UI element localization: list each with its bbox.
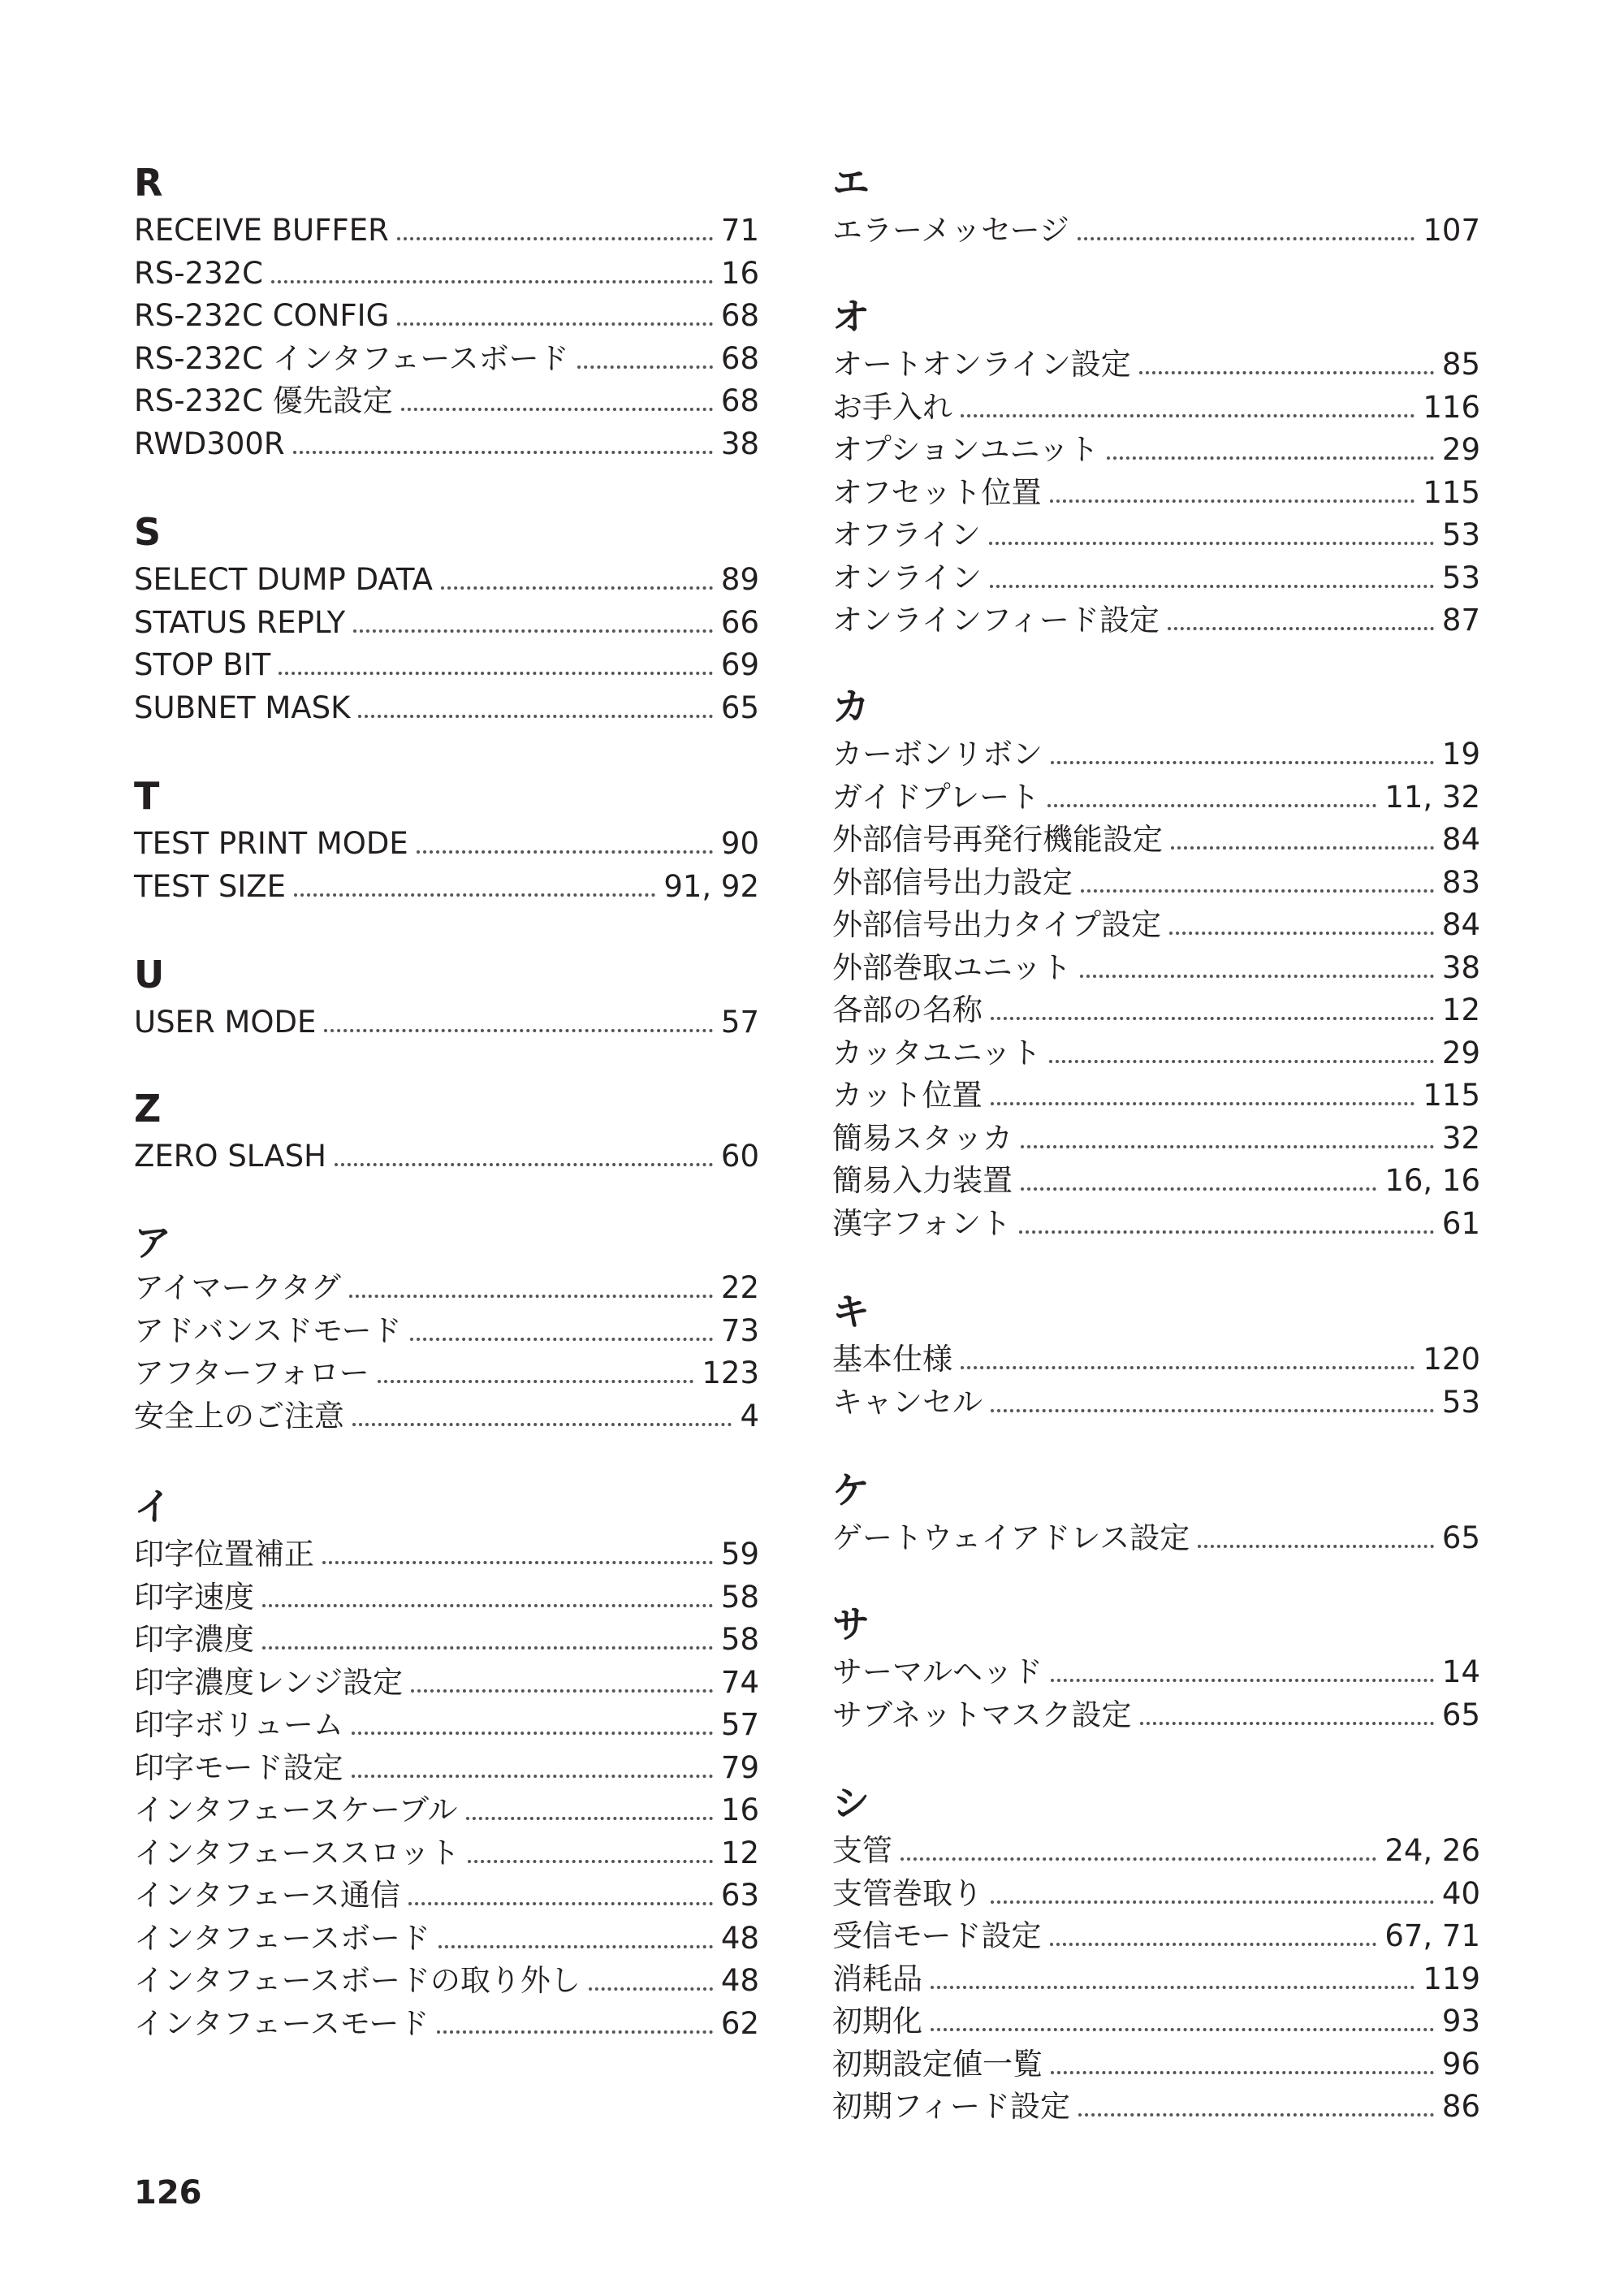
index-term: RS-232C インタフェースボード	[134, 340, 569, 376]
index-page-ref: 62	[720, 2005, 759, 2041]
index-entry	[832, 904, 1480, 946]
index-entry	[134, 1960, 759, 2002]
index-page-ref: 67, 71	[1384, 1918, 1480, 1953]
dot-leader	[931, 2028, 1434, 2031]
index-term: アドバンスドモード	[134, 1312, 402, 1348]
index-page-ref: 84	[1441, 822, 1480, 857]
index-page-ref: 16	[720, 1792, 759, 1827]
dot-leader	[279, 672, 713, 675]
index-page-ref: 14	[1441, 1654, 1480, 1689]
index-page-ref: 58	[720, 1579, 759, 1615]
index-page-ref: 57	[720, 1707, 759, 1742]
index-page-ref: 74	[720, 1664, 759, 1700]
index-term: RECEIVE BUFFER	[134, 213, 389, 248]
index-entry	[832, 947, 1480, 989]
index-term: インタフェース通信	[134, 1878, 400, 1913]
index-entry	[134, 295, 759, 337]
index-entry	[134, 1001, 759, 1044]
index-entry	[832, 776, 1480, 819]
index-term: 印字ボリューム	[134, 1707, 343, 1742]
index-entry	[832, 2086, 1480, 2128]
index-term: 外部信号出力設定	[832, 864, 1073, 900]
index-term: オートオンライン設定	[832, 347, 1131, 382]
dot-leader	[1078, 237, 1415, 240]
dot-leader	[1107, 456, 1434, 460]
index-entry	[134, 1533, 759, 1576]
index-entry	[832, 1830, 1480, 1872]
index-term: 支管巻取り	[832, 1875, 983, 1911]
index-term: サブネットマスク設定	[832, 1697, 1132, 1732]
index-entry	[134, 1395, 759, 1438]
dot-leader	[335, 1163, 713, 1166]
index-term: 印字速度	[134, 1579, 254, 1615]
index-term: ZERO SLASH	[134, 1139, 326, 1174]
index-term: 初期化	[832, 2004, 922, 2039]
index-entry	[134, 1747, 759, 1789]
index-page-ref: 53	[1441, 1384, 1480, 1420]
index-term: インタフェースボードの取り外し	[134, 1963, 581, 1998]
section-heading: S	[134, 510, 162, 554]
section-heading: R	[134, 161, 163, 205]
dot-leader	[410, 1338, 713, 1341]
section-heading: カ	[832, 685, 870, 729]
index-entry	[134, 1619, 759, 1661]
index-entry	[832, 1694, 1480, 1736]
index-page-ref: 11, 32	[1384, 779, 1480, 815]
index-term: USER MODE	[134, 1005, 317, 1040]
index-entry	[832, 1958, 1480, 2000]
index-term: RWD300R	[134, 426, 285, 461]
index-term: 外部信号再発行機能設定	[832, 822, 1163, 857]
index-page-ref: 65	[1441, 1697, 1480, 1732]
dot-leader	[577, 365, 713, 369]
index-page-ref: 93	[1441, 2004, 1480, 2039]
index-term: 印字モード設定	[134, 1749, 343, 1785]
section-heading: Z	[134, 1087, 162, 1131]
dot-leader	[961, 414, 1415, 417]
index-term: 漢字フォント	[832, 1205, 1012, 1241]
index-page-ref: 83	[1441, 864, 1480, 900]
index-term: 簡易入力装置	[832, 1163, 1013, 1198]
index-term: オンラインフィード設定	[832, 603, 1160, 638]
index-entry	[134, 644, 759, 686]
index-term: TEST PRINT MODE	[134, 826, 408, 861]
section-heading: イ	[134, 1485, 171, 1529]
dot-leader	[468, 1860, 713, 1863]
index-page-ref: 12	[720, 1835, 759, 1870]
index-term: インタフェースケーブル	[134, 1792, 458, 1827]
index-entry	[134, 338, 759, 380]
dot-leader	[411, 1689, 713, 1693]
index-term: 外部巻取ユニット	[832, 949, 1072, 985]
section-heading: キ	[832, 1290, 870, 1334]
index-entry	[134, 1135, 759, 1178]
index-entry	[832, 429, 1480, 471]
section-heading: T	[134, 774, 160, 818]
index-page-ref: 48	[720, 1920, 759, 1956]
index-page-ref: 48	[720, 1963, 759, 1998]
index-entry	[134, 1662, 759, 1704]
dot-leader	[589, 1987, 713, 1991]
index-page-ref: 68	[720, 298, 759, 333]
dot-leader	[322, 1561, 713, 1564]
index-term: SUBNET MASK	[134, 690, 351, 725]
index-term: RS-232C 優先設定	[134, 383, 393, 418]
index-entry	[134, 423, 759, 465]
index-page-ref: 116	[1423, 389, 1480, 425]
index-page-ref: 32	[1441, 1120, 1480, 1156]
index-page-ref: 89	[720, 562, 759, 597]
index-entry	[134, 1704, 759, 1746]
index-entry	[832, 819, 1480, 861]
index-entry	[832, 210, 1480, 252]
index-page-ref: 85	[1441, 347, 1480, 382]
index-page-ref: 16	[720, 255, 759, 291]
index-page-ref: 60	[720, 1139, 759, 1174]
index-page-ref: 38	[1441, 949, 1480, 985]
index-term: インタフェースモード	[134, 2005, 430, 2041]
index-term: 外部信号出力タイプ設定	[832, 907, 1162, 942]
dot-leader	[1198, 1545, 1434, 1548]
index-entry	[832, 472, 1480, 514]
index-term: エラーメッセージ	[832, 213, 1069, 248]
dot-leader	[931, 1986, 1415, 1989]
index-entry	[134, 1832, 759, 1874]
dot-leader	[401, 408, 713, 411]
index-page-ref: 79	[720, 1749, 759, 1785]
index-page-ref: 86	[1441, 2089, 1480, 2124]
index-term: 受信モード設定	[832, 1918, 1042, 1953]
index-page-ref: 107	[1423, 213, 1480, 248]
dot-leader	[991, 1900, 1434, 1904]
index-term: 消耗品	[832, 1961, 922, 1996]
index-page-ref: 120	[1423, 1342, 1480, 1377]
index-entry	[832, 1381, 1480, 1424]
index-entry	[832, 1517, 1480, 1559]
index-entry	[832, 599, 1480, 642]
index-term: 簡易スタッカ	[832, 1120, 1013, 1156]
dot-leader	[352, 1775, 713, 1778]
dot-leader	[991, 1102, 1415, 1105]
dot-leader	[1051, 2071, 1434, 2074]
dot-leader	[408, 1902, 713, 1905]
index-term: RS-232C	[134, 255, 264, 291]
index-entry	[832, 1338, 1480, 1381]
index-term: カーボンリボン	[832, 737, 1043, 772]
dot-leader	[1140, 1722, 1434, 1725]
index-entry	[832, 1118, 1480, 1160]
index-page-ref: 12	[1441, 992, 1480, 1027]
dot-leader	[1081, 889, 1434, 893]
index-page-ref: 61	[1441, 1205, 1480, 1241]
index-entry	[832, 1651, 1480, 1693]
index-entry	[134, 380, 759, 422]
index-entry	[832, 1032, 1480, 1074]
dot-leader	[352, 1732, 713, 1735]
index-entry	[832, 2000, 1480, 2043]
dot-leader	[961, 1366, 1415, 1369]
dot-leader	[1019, 1230, 1434, 1234]
index-term: オフライン	[832, 517, 981, 552]
index-page-ref: 65	[1441, 1520, 1480, 1555]
index-term: カット位置	[832, 1078, 983, 1113]
index-entry	[134, 2003, 759, 2045]
index-term: ガイドプレート	[832, 779, 1040, 815]
index-page-ref: 68	[720, 340, 759, 376]
index-term: ゲートウェイアドレス設定	[832, 1520, 1190, 1555]
index-term: 印字位置補正	[134, 1537, 314, 1572]
index-entry	[832, 1160, 1480, 1202]
index-page-ref: 123	[702, 1356, 759, 1390]
index-page-ref: 29	[1441, 1035, 1480, 1070]
index-term: オプションユニット	[832, 432, 1099, 467]
index-entry	[134, 1789, 759, 1831]
index-entry	[832, 1203, 1480, 1245]
index-page-ref: 4	[740, 1398, 759, 1433]
dot-leader	[397, 322, 713, 326]
index-term: 基本仕様	[832, 1342, 952, 1377]
index-term: TEST SIZE	[134, 868, 286, 904]
dot-leader	[438, 1945, 713, 1948]
dot-leader	[293, 451, 713, 454]
index-term: 支管	[832, 1833, 892, 1868]
section-heading: エ	[832, 161, 870, 205]
index-page-ref: 90	[720, 826, 759, 861]
section-heading: U	[134, 953, 165, 997]
index-entry	[832, 387, 1480, 429]
index-page-ref: 16, 16	[1384, 1163, 1480, 1198]
index-entry	[832, 1873, 1480, 1915]
index-term: 安全上のご注意	[134, 1398, 344, 1433]
index-page-ref: 69	[720, 647, 759, 682]
index-term: 初期設定値一覧	[832, 2046, 1043, 2082]
index-page-ref: 59	[720, 1537, 759, 1572]
index-page-ref: 40	[1441, 1875, 1480, 1911]
index-entry	[134, 602, 759, 644]
dot-leader	[294, 893, 655, 897]
dot-leader	[991, 1409, 1434, 1412]
dot-leader	[1051, 761, 1434, 764]
index-term: オフセット位置	[832, 474, 1042, 510]
dot-leader	[324, 1029, 713, 1032]
dot-leader	[271, 280, 713, 283]
index-page-ref: 66	[720, 604, 759, 640]
index-page-ref: 22	[720, 1270, 759, 1305]
index-term: カッタユニット	[832, 1035, 1042, 1070]
index-term: キャンセル	[832, 1384, 983, 1420]
dot-leader	[262, 1604, 713, 1607]
section-heading: ア	[134, 1221, 171, 1265]
index-page-ref: 84	[1441, 907, 1480, 942]
index-term: SELECT DUMP DATA	[134, 562, 433, 597]
dot-leader	[1080, 975, 1434, 978]
dot-leader	[1021, 1187, 1376, 1191]
dot-leader	[353, 629, 713, 633]
dot-leader	[901, 1857, 1376, 1861]
index-page-ref: 119	[1423, 1961, 1480, 1996]
index-term: RS-232C CONFIG	[134, 298, 390, 333]
index-page-ref: 73	[720, 1312, 759, 1348]
dot-leader	[1047, 804, 1376, 807]
section-heading: サ	[832, 1602, 870, 1646]
section-heading: シ	[832, 1781, 870, 1825]
dot-leader	[1050, 499, 1415, 503]
index-page-ref: 24, 26	[1384, 1833, 1480, 1868]
index-term: インタフェースボード	[134, 1920, 430, 1956]
index-entry	[134, 866, 759, 908]
index-page-ref: 68	[720, 383, 759, 418]
index-term: 印字濃度	[134, 1622, 254, 1657]
dot-leader	[437, 2030, 713, 2034]
index-page-ref: 91, 92	[663, 868, 759, 904]
index-entry	[134, 1918, 759, 1960]
index-page-ref: 38	[720, 426, 759, 461]
index-term: STATUS REPLY	[134, 604, 346, 640]
dot-leader	[352, 1423, 732, 1426]
dot-leader	[397, 237, 713, 240]
index-entry	[832, 733, 1480, 776]
index-entry	[832, 2043, 1480, 2086]
index-page-ref: 115	[1423, 1078, 1480, 1113]
index-page-ref: 65	[720, 690, 759, 725]
dot-leader	[349, 1295, 713, 1298]
index-entry	[134, 559, 759, 601]
index-page-ref: 19	[1441, 737, 1480, 772]
index-page-ref: 58	[720, 1622, 759, 1657]
index-term: アイマークタグ	[134, 1270, 341, 1305]
index-page-ref: 71	[720, 213, 759, 248]
index-entry	[134, 253, 759, 295]
index-page-ref: 57	[720, 1005, 759, 1040]
dot-leader	[991, 1017, 1434, 1020]
index-entry	[134, 1874, 759, 1917]
dot-leader	[1078, 2113, 1434, 2117]
index-entry	[134, 823, 759, 865]
dot-leader	[441, 586, 713, 590]
section-heading: オ	[832, 295, 870, 339]
page-number: 126	[134, 2174, 202, 2212]
dot-leader	[1169, 932, 1434, 935]
index-entry	[832, 344, 1480, 386]
index-entry	[134, 210, 759, 252]
index-term: サーマルヘッド	[832, 1654, 1043, 1689]
dot-leader	[1050, 1943, 1377, 1946]
index-term: STOP BIT	[134, 647, 271, 682]
index-term: アフターフォロー	[134, 1356, 369, 1390]
index-entry	[134, 1310, 759, 1352]
index-entry	[832, 514, 1480, 556]
dot-leader	[1049, 1060, 1434, 1063]
index-term: 印字濃度レンジ設定	[134, 1664, 404, 1700]
section-heading: ケ	[832, 1468, 870, 1512]
index-page-ref: 63	[720, 1878, 759, 1913]
dot-leader	[358, 715, 713, 718]
index-entry	[832, 989, 1480, 1031]
index-entry	[832, 1915, 1480, 1957]
dot-leader	[1051, 1679, 1434, 1682]
dot-leader	[1168, 627, 1434, 630]
dot-leader	[990, 585, 1434, 588]
dot-leader	[378, 1380, 694, 1383]
index-entry	[832, 557, 1480, 599]
dot-leader	[1021, 1145, 1434, 1148]
index-entry	[134, 1267, 759, 1309]
index-page-ref: 53	[1441, 517, 1480, 552]
dot-leader	[262, 1646, 713, 1650]
index-term: 初期フィード設定	[832, 2089, 1071, 2124]
dot-leader	[989, 542, 1434, 545]
index-term: インタフェーススロット	[134, 1835, 460, 1870]
index-page-ref: 115	[1423, 474, 1480, 510]
index-page-ref: 87	[1441, 603, 1480, 638]
dot-leader	[1171, 846, 1434, 850]
index-term: お手入れ	[832, 389, 952, 425]
dot-leader	[466, 1817, 713, 1820]
index-entry	[832, 1074, 1480, 1117]
index-page-ref: 53	[1441, 560, 1480, 595]
index-page-ref: 96	[1441, 2046, 1480, 2082]
index-entry	[134, 687, 759, 729]
index-term: オンライン	[832, 560, 982, 595]
index-page-ref: 29	[1441, 432, 1480, 467]
index-term: 各部の名称	[832, 992, 983, 1027]
index-entry	[832, 862, 1480, 904]
dot-leader	[417, 850, 713, 854]
dot-leader	[1139, 371, 1434, 374]
index-entry	[134, 1352, 759, 1394]
index-entry	[134, 1576, 759, 1619]
